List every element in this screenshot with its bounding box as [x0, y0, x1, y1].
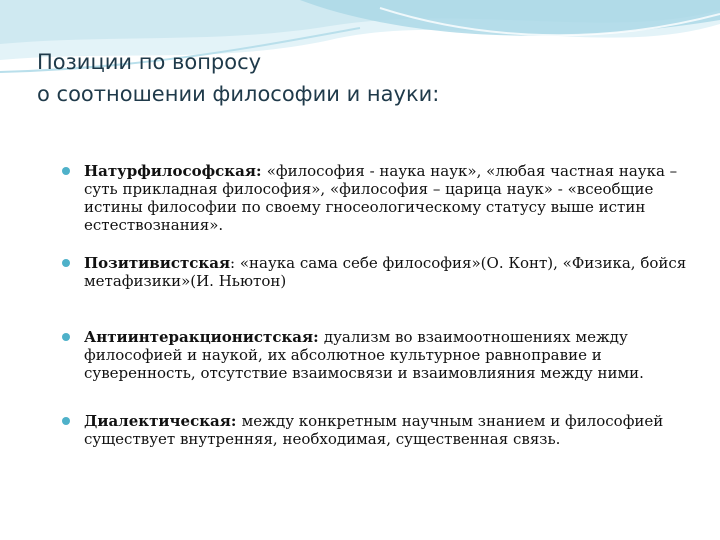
- bullet-dot-icon: [62, 167, 70, 175]
- bullet-item-naturphilosophy: [62, 162, 702, 234]
- slide-title-line-1: Позиции по вопросу: [37, 50, 262, 74]
- bullet-item-antiinteractionism: [62, 328, 702, 382]
- slide-title-line-2: о соотношении философии и науки:: [37, 82, 440, 106]
- bullet-dot-icon: [62, 333, 70, 341]
- bullet-label: Диалектическая:: [84, 412, 242, 430]
- bullet-text: : «наука сама себе философия»(О. Конт), «Физика, бойся метафизики»(И. Ньютон): [84, 254, 687, 290]
- bullet-item-dialectics: [62, 412, 702, 448]
- bullet-label: Натурфилософская:: [84, 162, 267, 180]
- bullet-label: Антиинтеракционистская:: [84, 328, 324, 346]
- bullet-list: [62, 162, 702, 448]
- bullet-text: между конкретным научным знанием и философией существует внутренняя, необходимая, существенная связь.: [84, 412, 664, 448]
- bullet-item-positivism: [62, 254, 702, 290]
- bullet-dot-icon: [62, 417, 70, 425]
- bullet-dot-icon: [62, 259, 70, 267]
- bullet-text: «философия - наука наук», «любая частная наука – суть прикладная философия», «философия – царица наук» - «всеобщие истины философии по своему гносеологическому статусу выше истин естествознания».: [84, 162, 678, 234]
- bullet-label: Позитивистская: [84, 254, 231, 272]
- bullet-text: дуализм во взаимоотношениях между философией и наукой, их абсолютное культурное равноправие и суверенность, отсутствие взаимосвязи и взаимовлияния между ними.: [84, 328, 644, 382]
- slide-title: [37, 46, 677, 110]
